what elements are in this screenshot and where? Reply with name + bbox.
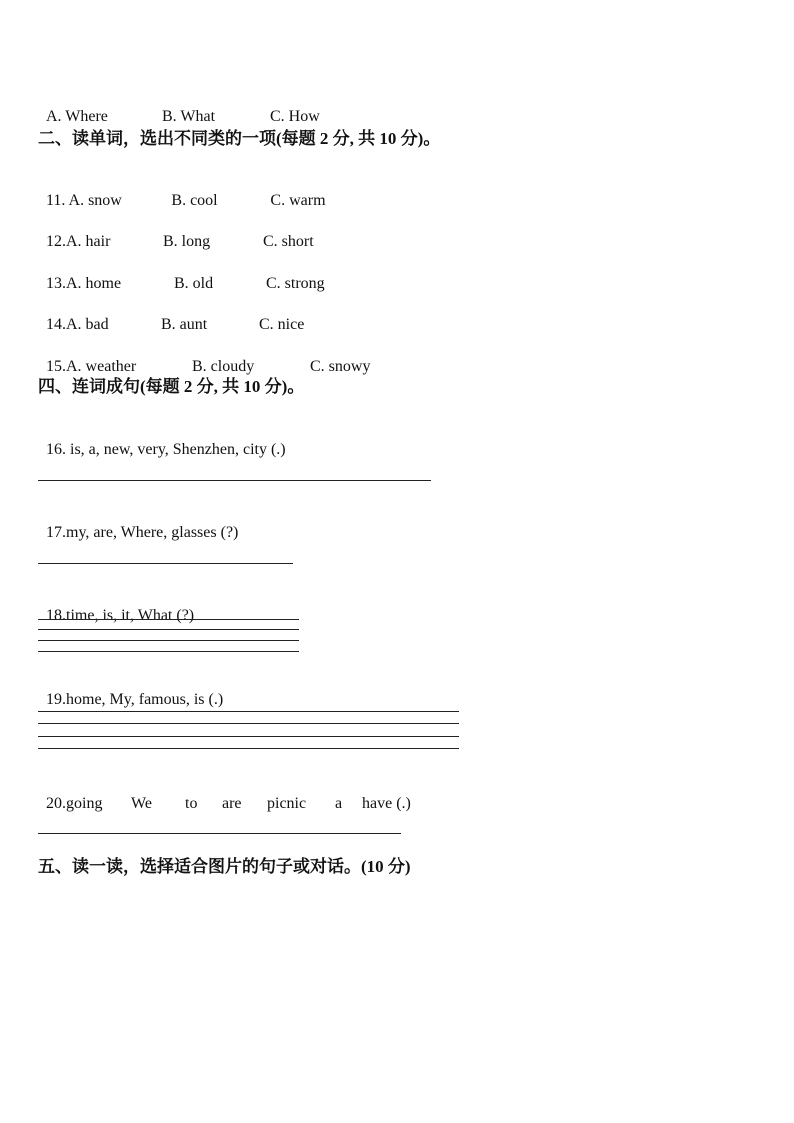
q10-options [38,87,320,127]
question-number: 16. [46,441,66,458]
question-number: 14. [46,316,66,333]
question-number: 11. [46,192,66,209]
answer-line[interactable] [38,619,299,620]
question-number: 17. [46,524,66,541]
option-c: C. nice [259,316,305,333]
option-b: B. aunt [161,316,208,333]
answer-line[interactable] [38,736,459,737]
word: to [185,795,198,812]
option-c: C. How [270,108,320,125]
option-c: C. warm [270,192,326,209]
option-a: A. weather [66,358,137,375]
word: We [131,795,152,812]
option-c: C. short [263,233,314,250]
section-5-heading: 五、读一读，选择适合图片的句子或对话。(10 分) [38,857,411,876]
question-number: 19. [46,691,66,708]
word-list: home, My, famous, is (.) [66,691,224,708]
option-a: A. bad [66,316,109,333]
answer-line[interactable] [38,651,299,652]
answer-line[interactable] [38,748,459,749]
question-number: 18. [46,607,66,624]
question-20 [38,774,411,814]
word-list: my, are, Where, glasses (?) [66,524,239,541]
option-b: B. old [174,275,214,292]
question-18 [38,586,194,626]
section-2-heading: 二、读单词，选出不同类的一项(每题 2 分, 共 10 分)。 [38,129,441,148]
option-b: B. What [162,108,216,125]
word: picnic [267,795,307,812]
question-17 [38,503,238,543]
word: are [222,795,242,812]
answer-line[interactable] [38,723,459,724]
answer-line[interactable] [38,711,459,712]
question-number: 13. [46,275,66,292]
answer-line[interactable] [38,640,299,641]
word-list: time, is, it, What (?) [66,607,195,624]
option-b: B. cool [171,192,218,209]
word-list: is, a, new, very, Shenzhen, city (.) [66,441,286,458]
word: going [66,795,103,812]
option-a: A. Where [46,108,108,125]
question-number: 15. [46,358,66,375]
question-number: 12. [46,233,66,250]
answer-line[interactable] [38,480,431,481]
option-c: C. strong [266,275,325,292]
word: a [335,795,343,812]
word: have (.) [362,795,411,812]
question-number: 20. [46,795,66,812]
question-15 [38,337,370,377]
question-12 [38,212,314,252]
answer-line[interactable] [38,833,401,834]
question-16 [38,420,286,460]
question-19 [38,670,223,710]
answer-line[interactable] [38,629,299,630]
question-13 [38,254,325,294]
section-4-heading: 四、连词成句(每题 2 分, 共 10 分)。 [38,377,305,396]
answer-line[interactable] [38,563,293,564]
option-b: B. long [163,233,211,250]
option-b: B. cloudy [192,358,255,375]
option-a: A. snow [65,192,122,209]
question-14 [38,295,304,335]
question-11 [38,171,326,211]
option-a: A. home [66,275,122,292]
option-c: C. snowy [310,358,371,375]
option-a: A. hair [66,233,111,250]
